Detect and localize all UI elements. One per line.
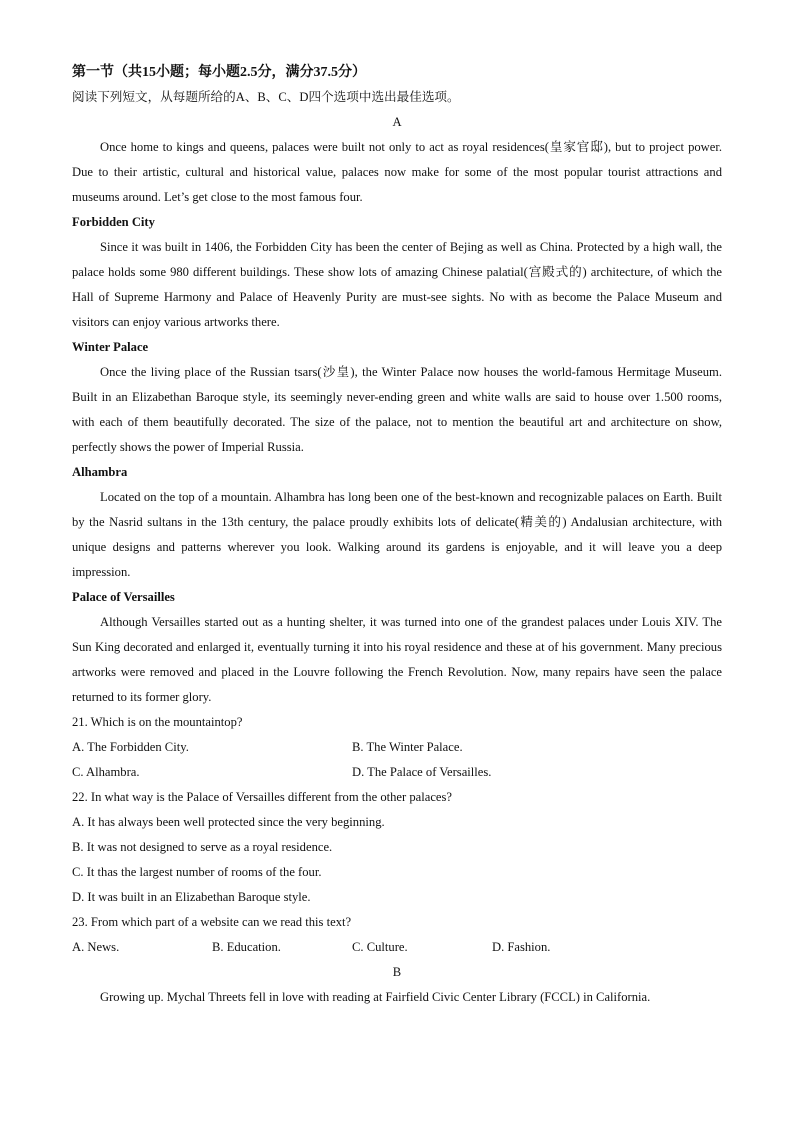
paragraph-alhambra: Located on the top of a mountain. Alhambra has long been one of the best-known and recognizable palaces on Earth. Built by the Nasrid sultans in the 13th century, the palace proudly exhibits lots of delicate(精美的) Andalusian architecture, with unique designs and patterns wherever you look. Walking around its gardens is enjoyable, and it will leave you a deep impression. — [72, 490, 722, 579]
option-22d: D. It was built in an Elizabethan Baroque style. — [72, 890, 311, 904]
option-21c: C. Alhambra. — [72, 765, 140, 779]
paragraph-versailles: Although Versailles started out as a hunting shelter, it was turned into one of the grandest palaces under Louis XIV. The Sun King decorated and enlarged it, eventually turning it into his royal residence and these at of his government. Many precious artworks were removed and placed in the Louvre following the French Revolution. Now, many repairs have seen the palace returned to its former glory. — [72, 615, 722, 704]
passage-a-label: A — [392, 115, 402, 129]
paragraph-forbidden-city: Since it was built in 1406, the Forbidden City has been the center of Bejing as well as China. Protected by a high wall, the palace holds some 980 different buildings. These show lots of amazing Chinese palatial(宫殿式的) architecture, of which the Hall of Supreme Harmony and Palace of Heavenly Purity are must-see sights. No with as become the Palace Museum and visitors can enjoy various artworks there. — [72, 240, 722, 329]
section-title: 第一节（共15小题；每小题2.5分，满分37.5分） — [72, 65, 366, 80]
heading-versailles: Palace of Versailles — [72, 590, 175, 604]
question-23: 23. From which part of a website can we read this text? — [72, 915, 352, 929]
passage-a-intro: Once home to kings and queens, palaces were built not only to act as royal residences(皇家官邸), but to project power. Due to their artistic, cultural and historical value, palaces now make for some of the most popular tourist attractions and museums around. Let’s get close to the most famous four. — [72, 140, 722, 204]
option-21b: B. The Winter Palace. — [352, 740, 463, 754]
heading-winter-palace: Winter Palace — [72, 340, 149, 354]
option-21d: D. The Palace of Versailles. — [352, 765, 492, 779]
heading-alhambra: Alhambra — [72, 465, 128, 479]
question-21-options-row-2 — [72, 760, 722, 785]
exam-page — [72, 60, 722, 1010]
passage-b-first-line: Growing up. Mychal Threets fell in love with reading at Fairfield Civic Center Library (FCCL) in California. — [100, 990, 651, 1004]
option-21a: A. The Forbidden City. — [72, 740, 189, 754]
option-22a: A. It has always been well protected since the very beginning. — [72, 815, 385, 829]
heading-forbidden-city: Forbidden City — [72, 215, 155, 229]
question-21-options-row-1 — [72, 735, 722, 760]
option-23a: A. News. — [72, 940, 120, 954]
paragraph-winter-palace: Once the living place of the Russian tsars(沙皇), the Winter Palace now houses the world-famous Hermitage Museum. Built in an Elizabethan Baroque style, its seemingly never-ending green and white walls are said to house over 1.500 rooms, with each of them beautifully decorated. The size of the palace, not to mention the beautiful art and architecture on show, perfectly shows the power of Imperial Russia. — [72, 365, 722, 454]
question-22: 22. In what way is the Palace of Versailles different from the other palaces? — [72, 790, 453, 804]
question-21: 21. Which is on the mountaintop? — [72, 715, 243, 729]
section-instruction: 阅读下列短文，从每题所给的A、B、C、D四个选项中选出最佳选项。 — [72, 90, 460, 104]
option-23d: D. Fashion. — [492, 940, 551, 954]
question-23-options — [72, 935, 722, 960]
option-22b: B. It was not designed to serve as a royal residence. — [72, 840, 333, 854]
option-23c: C. Culture. — [352, 940, 408, 954]
option-22c: C. It thas the largest number of rooms of the four. — [72, 865, 322, 879]
passage-b-label: B — [392, 965, 402, 979]
option-23b: B. Education. — [212, 940, 281, 954]
